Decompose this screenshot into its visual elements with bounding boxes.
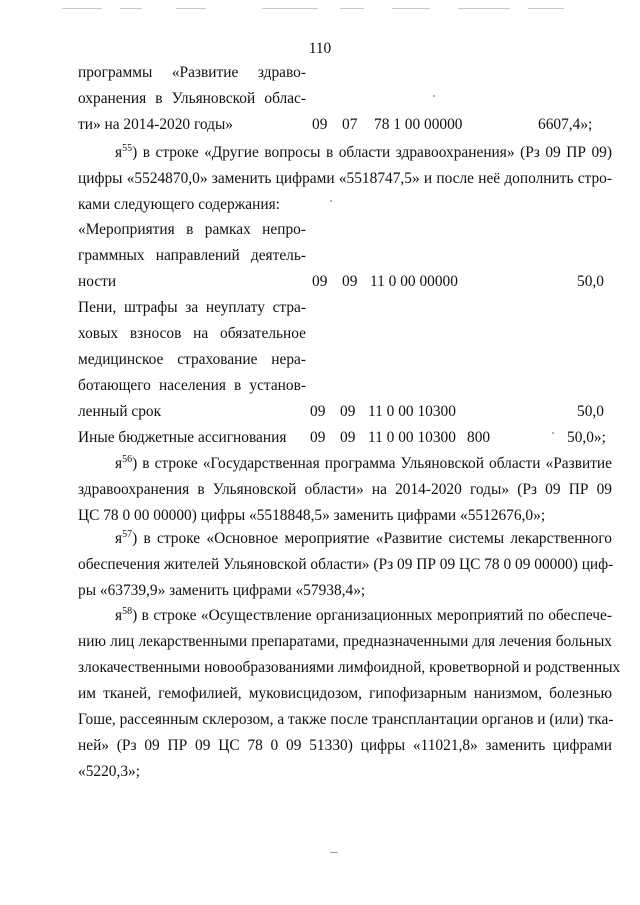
pr-code: 07 [342,116,358,133]
item-letter: я [115,530,123,547]
item-letter: я [115,455,123,472]
pr-code: 09 [340,403,356,420]
amount: 50,0 [577,273,604,290]
scan-speck [552,432,554,434]
scan-artifact-strip [0,6,640,12]
item-letter: я [115,144,123,161]
table-row-name: программы «Развитие здраво- охранения в Ульяновской облас- ти» на 2014-2020 годы» [78,64,306,133]
paragraph-58: $я^{58}$) в строке «Осуществление организационных мероприятий по обеспече- нию лиц лекарственными препаратами, предназначенными для лечения больных злокачественными новообразованиями лимфоидной, кроветворной и родственных им тканей, гемофилией, муковисцидозом, гипофизарным нанизмом, болезнью Гоше, рассеянным склерозом, а также после трансплантации органов и (или) тка- ней» (Рз 09 ПР 09 ЦС 78 0 09 51330) цифры «11021,8» заменить цифрами «5220,3»; [78,606,621,780]
page-number: 110 [308,40,332,57]
item-number: 56 [122,454,133,465]
table-row-name: Пени, штрафы за неуплату стра- ховых взносов на обязательное медицинское страхование нера- ботающего населения в установ- ленный срок [78,299,306,420]
item-number: 55 [122,143,133,154]
scan-speck [330,852,338,853]
pr-code: 09 [342,273,358,290]
cs-code: 11 0 00 00000 [370,273,458,290]
rz-code: 09 [310,403,326,420]
amount: 50,0»; [567,429,606,446]
amount: 6607,4»; [538,116,593,133]
rz-code: 09 [310,429,326,446]
paragraph-55: $я^{55}$) в строке «Другие вопросы в области здравоохранения» (Рз 09 ПР 09) цифры «5524870,0» заменить цифрами «5518747,5» и после неё дополнить стро- ками следующего содержания: [78,143,612,213]
rz-code: 09 [312,273,328,290]
paragraph-56: $я^{56}$) в строке «Государственная программа Ульяновской области «Развитие здравоохранения в Ульяновской области» на 2014-2020 годы» (Рз 09 ПР 09 ЦС 78 0 00 00000) цифры «5518848,5» заменить цифрами «5512676,0»; [78,454,612,524]
amount: 50,0 [577,403,604,420]
table-row-name: «Мероприятия в рамках непро- граммных направлений деятель- ности [78,221,306,290]
rz-code: 09 [312,116,328,133]
cs-code: 11 0 00 10300 [368,429,456,446]
cs-code: 78 1 00 00000 [374,116,463,133]
scan-speck [433,95,435,97]
paragraph-57: $я^{57}$) в строке «Основное мероприятие «Развитие системы лекарственного обеспечения жителей Ульяновской области» (Рз 09 ПР 09 ЦС 78 0 09 00000) циф- ры «63739,9» заменить цифрами «57938,4»; [78,529,614,599]
table-row-name: Иные бюджетные ассигнования [78,429,287,446]
item-number: 57 [122,529,133,540]
vr-code: 800 [467,429,491,446]
item-number: 58 [122,606,133,617]
item-letter: я [115,607,123,624]
cs-code: 11 0 00 10300 [368,403,456,420]
scan-speck [330,200,332,202]
pr-code: 09 [340,429,356,446]
